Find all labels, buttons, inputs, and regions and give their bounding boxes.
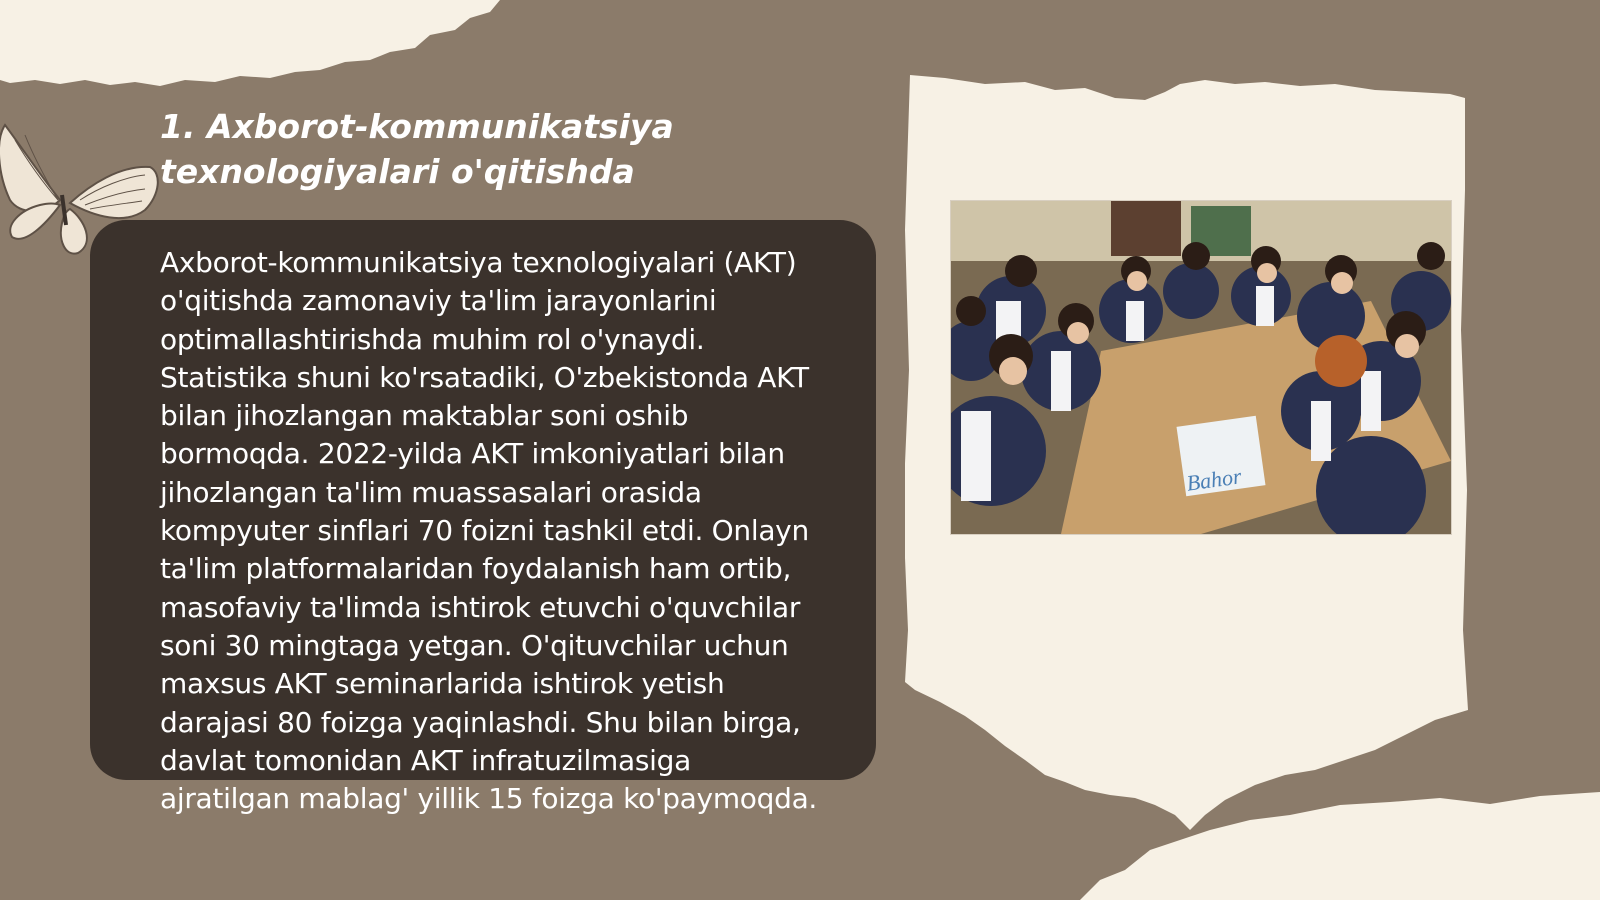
slide-title: 1. Axborot-kommunikatsiya texnologiyalari o'qitishda xyxy=(160,107,674,191)
slide-body-text: Axborot-kommunikatsiya texnologiyalari (AKT) o'qitishda zamonaviy ta'lim jarayonlarini optimallashtirishda muhim rol o'ynaydi. Statistika shuni ko'rsatadiki, O'zbekistonda AKT bilan jihozlangan maktablar soni oshib bormoqda. 2022-yilda AKT imkoniyatlari bilan jihozlangan ta'lim muassasalari orasida kompyuter sinflari 70 foizni tashkil etdi. Onlayn ta'lim platformalaridan foydalanish ham ortib, masofaviy ta'limda ishtirok etuvchi o'quvchilar soni 30 mingtaga yetgan. O'qituvchilar uchun maxsus AKT seminarlarida ishtirok yetish darajasi 80 foizga yaqinlashdi. Shu bilan birga, davlat tomonidan AKT infratuzilmasiga ajratilgan mablag' yillik 15 foizga ko'paymoqda. xyxy=(160,246,818,816)
photo-sign-text: Bahor xyxy=(1184,463,1243,496)
torn-paper-top xyxy=(0,0,560,100)
classroom-photo xyxy=(950,200,1452,535)
